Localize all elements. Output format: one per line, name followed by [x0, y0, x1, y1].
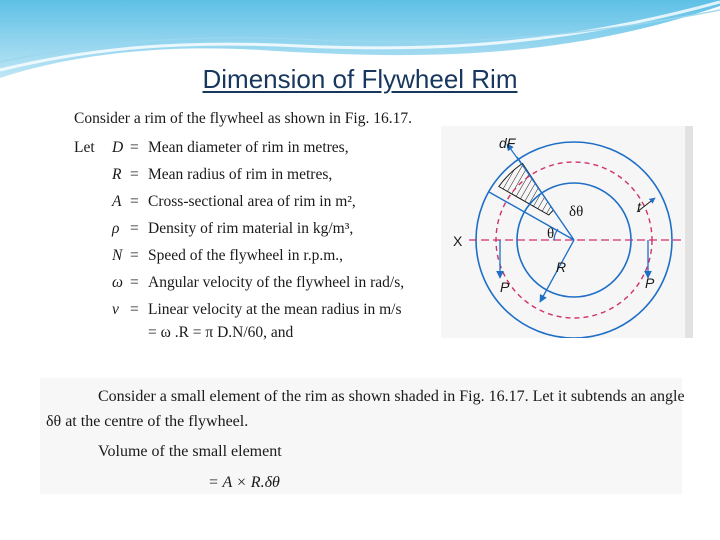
theta-arc — [554, 229, 558, 240]
definition-row: D = Mean diameter of rim in metres, — [112, 139, 349, 156]
definition-text: Cross-sectional area of rim in m², — [148, 193, 356, 210]
label-P-right: P — [645, 275, 655, 291]
definition-text: Density of rim material in kg/m³, — [148, 220, 354, 237]
definitions-intro: Consider a rim of the flywheel as shown in Fig. 16.17. — [74, 110, 412, 127]
definition-symbol: D — [112, 139, 124, 156]
label-dtheta: δθ — [569, 204, 584, 220]
velocity-formula: = ω .R = π D.N/60, and — [148, 324, 294, 341]
definition-row: R = Mean radius of rim in metres, — [112, 166, 333, 183]
definition-row: A = Cross-sectional area of rim in m², — [112, 193, 356, 210]
definition-symbol: ρ — [112, 220, 120, 237]
definition-row: ρ = Density of rim material in kg/m³, — [112, 220, 354, 237]
label-t: t — [637, 199, 641, 215]
label-P-left: P — [500, 279, 510, 295]
definition-text: Mean diameter of rim in metres, — [148, 139, 349, 156]
label-R: R — [556, 259, 567, 275]
element-description-line: Consider a small element of the rim as shown shaded in Fig. 16.17. Let it subtends an angle — [98, 388, 685, 405]
definition-row: v = Linear velocity at the mean radius in m/s — [112, 301, 402, 318]
volume-label: Volume of the small element — [98, 443, 282, 460]
definition-symbol: ω — [112, 274, 123, 291]
definition-text: Mean radius of rim in metres, — [148, 166, 333, 183]
definition-row: ω = Angular velocity of the flywheel in rad/s, — [112, 274, 405, 291]
element-angle-line: δθ at the centre of the flywheel. — [46, 413, 249, 430]
flywheel-rim-diagram — [441, 126, 693, 338]
definition-row: N = Speed of the flywheel in r.p.m., — [112, 247, 343, 264]
label-theta: θ — [547, 226, 555, 242]
definition-text: Linear velocity at the mean radius in m/s — [148, 301, 402, 318]
definition-text: Speed of the flywheel in r.p.m., — [148, 247, 343, 264]
label-dF: dF — [499, 135, 516, 151]
definition-symbol: N — [112, 247, 123, 264]
definition-symbol: v — [112, 301, 119, 318]
definition-text: Angular velocity of the flywheel in rad/s, — [148, 274, 405, 291]
definition-symbol: R — [112, 166, 122, 183]
definition-symbol: A — [112, 193, 122, 210]
slide-title: Dimension of Flywheel Rim — [202, 64, 518, 94]
flywheel-figure-panel — [441, 126, 693, 338]
label-X: X — [453, 233, 463, 249]
element-volume-panel — [40, 378, 685, 494]
volume-formula: = A × R.δθ — [208, 474, 280, 491]
let-label: Let — [74, 139, 95, 156]
